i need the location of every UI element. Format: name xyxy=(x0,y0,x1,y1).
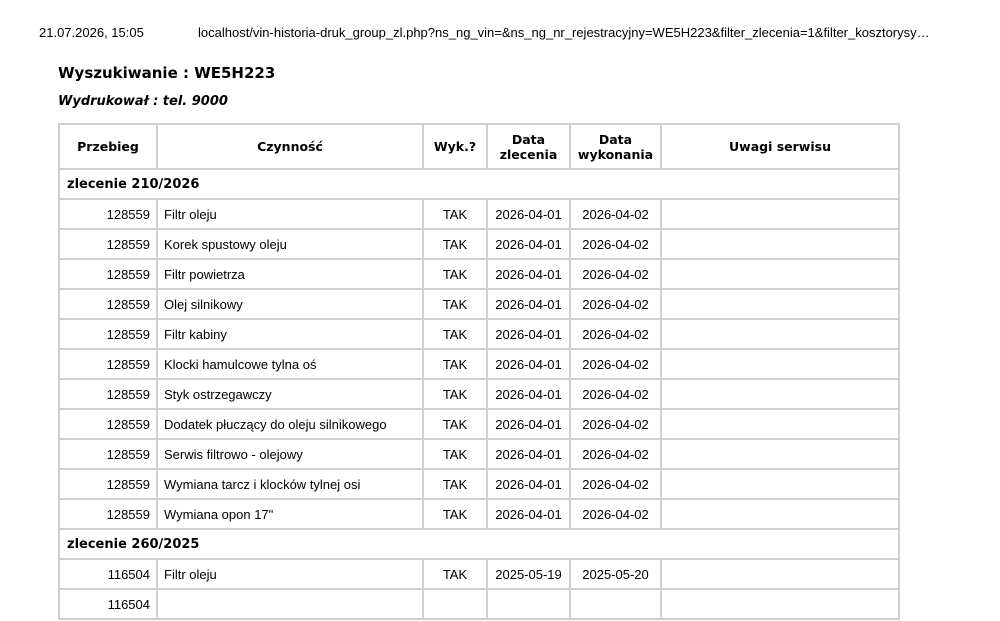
cell-completion-date: 2026-04-02 xyxy=(570,379,661,409)
cell-action: Korek spustowy oleju xyxy=(157,229,423,259)
printed-by: Wydrukował : tel. 9000 xyxy=(58,94,228,109)
cell-done: TAK xyxy=(423,469,487,499)
cell-completion-date: 2026-04-02 xyxy=(570,349,661,379)
header-done: Wyk.? xyxy=(423,124,487,169)
cell-order-date: 2026-04-01 xyxy=(487,289,570,319)
cell-notes xyxy=(661,559,899,589)
cell-mileage: 116504 xyxy=(59,589,157,619)
cell-notes xyxy=(661,589,899,619)
cell-mileage: 128559 xyxy=(59,409,157,439)
cell-action: Dodatek płuczący do oleju silnikowego xyxy=(157,409,423,439)
cell-completion-date xyxy=(570,589,661,619)
cell-notes xyxy=(661,229,899,259)
cell-order-date xyxy=(487,589,570,619)
cell-done: TAK xyxy=(423,319,487,349)
cell-done: TAK xyxy=(423,349,487,379)
table-row xyxy=(59,559,899,589)
cell-notes xyxy=(661,499,899,529)
cell-mileage: 128559 xyxy=(59,469,157,499)
table-row xyxy=(59,199,899,229)
cell-done: TAK xyxy=(423,409,487,439)
cell-action: Filtr oleju xyxy=(157,199,423,229)
cell-action: Filtr kabiny xyxy=(157,319,423,349)
order-group-row xyxy=(59,169,899,199)
cell-completion-date: 2026-04-02 xyxy=(570,439,661,469)
cell-completion-date: 2026-04-02 xyxy=(570,409,661,439)
cell-done: TAK xyxy=(423,379,487,409)
cell-order-date: 2026-04-01 xyxy=(487,199,570,229)
cell-action: Serwis filtrowo - olejowy xyxy=(157,439,423,469)
cell-done: TAK xyxy=(423,499,487,529)
cell-mileage: 128559 xyxy=(59,439,157,469)
cell-action: Klocki hamulcowe tylna oś xyxy=(157,349,423,379)
print-header xyxy=(39,25,960,43)
cell-done: TAK xyxy=(423,229,487,259)
cell-completion-date: 2025-05-20 xyxy=(570,559,661,589)
cell-action: Styk ostrzegawczy xyxy=(157,379,423,409)
cell-completion-date: 2026-04-02 xyxy=(570,259,661,289)
cell-mileage: 128559 xyxy=(59,499,157,529)
cell-mileage: 128559 xyxy=(59,229,157,259)
table-row xyxy=(59,319,899,349)
table-header xyxy=(59,124,899,169)
order-group-title: zlecenie 210/2026 xyxy=(59,169,899,199)
cell-done: TAK xyxy=(423,559,487,589)
cell-notes xyxy=(661,439,899,469)
cell-done: TAK xyxy=(423,439,487,469)
cell-completion-date: 2026-04-02 xyxy=(570,199,661,229)
cell-done xyxy=(423,589,487,619)
table-row xyxy=(59,229,899,259)
header-completion-date: Data wykonania xyxy=(570,124,661,169)
cell-completion-date: 2026-04-02 xyxy=(570,229,661,259)
cell-action: Olej silnikowy xyxy=(157,289,423,319)
cell-order-date: 2026-04-01 xyxy=(487,379,570,409)
cell-action: Wymiana tarcz i klocków tylnej osi xyxy=(157,469,423,499)
print-datetime: 21.07.2026, 15:05 xyxy=(39,25,144,40)
header-mileage: Przebieg xyxy=(59,124,157,169)
cell-order-date: 2026-04-01 xyxy=(487,349,570,379)
cell-order-date: 2026-04-01 xyxy=(487,319,570,349)
cell-order-date: 2026-04-01 xyxy=(487,499,570,529)
cell-order-date: 2026-04-01 xyxy=(487,259,570,289)
cell-done: TAK xyxy=(423,199,487,229)
table-row xyxy=(59,259,899,289)
cell-notes xyxy=(661,409,899,439)
cell-notes xyxy=(661,349,899,379)
table-row xyxy=(59,469,899,499)
table-row xyxy=(59,289,899,319)
header-row xyxy=(59,124,899,169)
table-row xyxy=(59,409,899,439)
table-row xyxy=(59,439,899,469)
header-action: Czynność xyxy=(157,124,423,169)
table-row xyxy=(59,589,899,619)
cell-notes xyxy=(661,259,899,289)
cell-done: TAK xyxy=(423,289,487,319)
cell-order-date: 2026-04-01 xyxy=(487,469,570,499)
table-body xyxy=(59,169,899,619)
cell-mileage: 128559 xyxy=(59,199,157,229)
cell-mileage: 128559 xyxy=(59,349,157,379)
cell-action: Wymiana opon 17" xyxy=(157,499,423,529)
cell-mileage: 128559 xyxy=(59,259,157,289)
header-order-date: Data zlecenia xyxy=(487,124,570,169)
cell-completion-date: 2026-04-02 xyxy=(570,289,661,319)
cell-order-date: 2025-05-19 xyxy=(487,559,570,589)
cell-notes xyxy=(661,199,899,229)
cell-mileage: 116504 xyxy=(59,559,157,589)
table-row xyxy=(59,349,899,379)
cell-action: Filtr oleju xyxy=(157,559,423,589)
cell-action xyxy=(157,589,423,619)
service-history-table xyxy=(58,123,900,620)
search-title: Wyszukiwanie : WE5H223 xyxy=(58,64,276,82)
order-group-title: zlecenie 260/2025 xyxy=(59,529,899,559)
cell-mileage: 128559 xyxy=(59,319,157,349)
cell-completion-date: 2026-04-02 xyxy=(570,319,661,349)
cell-order-date: 2026-04-01 xyxy=(487,229,570,259)
cell-notes xyxy=(661,379,899,409)
cell-order-date: 2026-04-01 xyxy=(487,409,570,439)
cell-completion-date: 2026-04-02 xyxy=(570,469,661,499)
cell-done: TAK xyxy=(423,259,487,289)
cell-notes xyxy=(661,289,899,319)
table-row xyxy=(59,499,899,529)
cell-action: Filtr powietrza xyxy=(157,259,423,289)
cell-order-date: 2026-04-01 xyxy=(487,439,570,469)
table-row xyxy=(59,379,899,409)
print-url: localhost/vin-historia-druk_group_zl.php?ns_ng_vin=&ns_ng_nr_rejestracyjny=WE5H223&filter_zlecenia=1&filter_kosztorysy… xyxy=(198,25,930,40)
cell-notes xyxy=(661,319,899,349)
cell-mileage: 128559 xyxy=(59,289,157,319)
cell-completion-date: 2026-04-02 xyxy=(570,499,661,529)
cell-mileage: 128559 xyxy=(59,379,157,409)
order-group-row xyxy=(59,529,899,559)
header-notes: Uwagi serwisu xyxy=(661,124,899,169)
cell-notes xyxy=(661,469,899,499)
